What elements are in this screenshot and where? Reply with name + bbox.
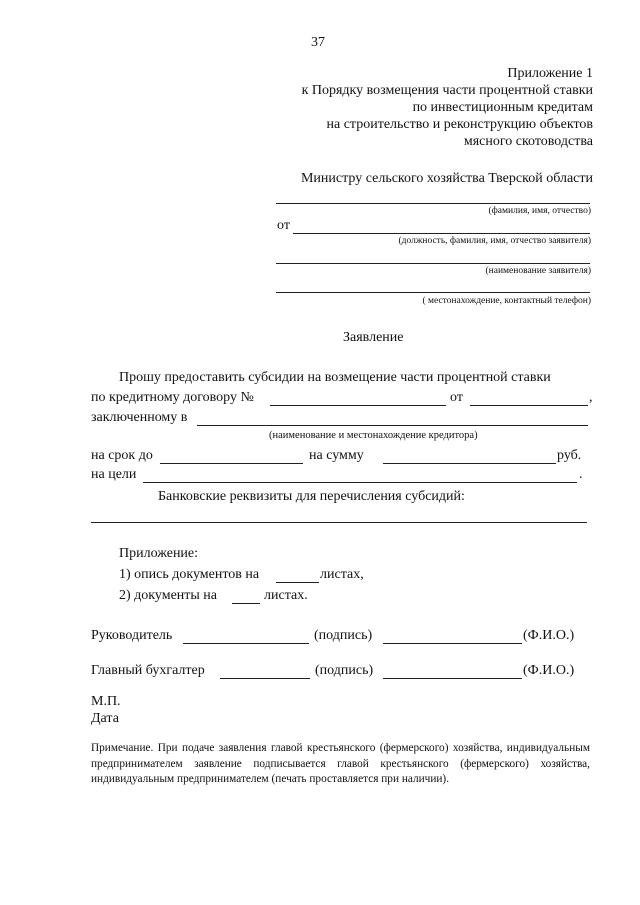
head-signature-line <box>183 643 309 644</box>
hint-name: (фамилия, имя, отчество) <box>488 206 591 216</box>
attachment-2-line <box>232 603 260 604</box>
head-signature-hint: (подпись) <box>314 628 373 643</box>
purpose-period: . <box>579 467 583 482</box>
attachment-1-label: 1) опись документов на <box>119 567 260 582</box>
accountant-signature-line <box>220 678 310 679</box>
document-title: Заявление <box>343 330 404 345</box>
sum-label: на сумму <box>309 448 364 463</box>
attachment-1-line <box>276 582 319 583</box>
attachment-2-suffix: листах. <box>264 588 308 603</box>
attachments-title: Приложение: <box>119 546 199 561</box>
hint-applicant: (наименование заявителя) <box>485 266 591 276</box>
appendix-line-4: на строительство и реконструкцию объектов <box>326 117 593 132</box>
head-fio-hint: (Ф.И.О.) <box>523 628 575 643</box>
hint-position: (должность, фамилия, имя, отчество заявителя) <box>398 236 591 246</box>
bank-details-line <box>91 522 587 523</box>
accountant-label: Главный бухгалтер <box>91 663 205 678</box>
term-line <box>160 463 303 464</box>
purpose-label: на цели <box>91 467 137 482</box>
rub-label: руб. <box>557 448 582 463</box>
head-label: Руководитель <box>91 628 173 643</box>
addressee-to: Министру сельского хозяйства Тверской области <box>300 171 593 186</box>
body-line-1: Прошу предоставить субсидии на возмещение части процентной ставки <box>119 370 551 385</box>
appendix-line-2: к Порядку возмещения части процентной ставки <box>301 83 593 98</box>
contract-comma: , <box>589 390 593 405</box>
head-fio-line <box>383 643 522 644</box>
bank-details-label: Банковские реквизиты для перечисления субсидий: <box>158 489 465 504</box>
accountant-fio-line <box>383 678 522 679</box>
date-label: Дата <box>91 711 119 726</box>
attachment-1-suffix: листах, <box>320 567 364 582</box>
appendix-line-5: мясного скотоводства <box>463 134 593 149</box>
name-field-line <box>276 203 590 204</box>
stamp-label: М.П. <box>91 694 121 709</box>
contract-number-line <box>270 405 446 406</box>
attachment-2-label: 2) документы на <box>119 588 217 603</box>
location-field-line <box>276 292 590 293</box>
accountant-signature-hint: (подпись) <box>315 663 374 678</box>
creditor-line <box>197 425 588 426</box>
page-number: 37 <box>311 35 325 50</box>
hint-location: ( местонахождение, контактный телефон) <box>422 296 591 306</box>
term-label: на срок до <box>91 448 153 463</box>
from-field-line <box>293 233 590 234</box>
applicant-field-line <box>276 263 590 264</box>
sum-line <box>383 463 556 464</box>
accountant-fio-hint: (Ф.И.О.) <box>523 663 575 678</box>
note-paragraph: Примечание. При подаче заявления главой крестьянского (фермерского) хозяйства, индивидуальным предпринимателем заявление подписывается главой крестьянского (фермерского) хозяйства, индивидуальным предпринимателем (печать проставляется при наличии). <box>91 742 590 786</box>
contract-label: по кредитному договору № <box>91 390 254 405</box>
from-label: от <box>277 218 290 233</box>
hint-creditor: (наименование и местонахождение кредитора) <box>269 430 478 441</box>
creditor-label: заключенному в <box>91 410 188 425</box>
appendix-line-1: Приложение 1 <box>507 66 593 81</box>
contract-from-label: от <box>450 390 463 405</box>
contract-date-line <box>470 405 588 406</box>
purpose-line <box>143 482 577 483</box>
appendix-line-3: по инвестиционным кредитам <box>412 100 593 115</box>
